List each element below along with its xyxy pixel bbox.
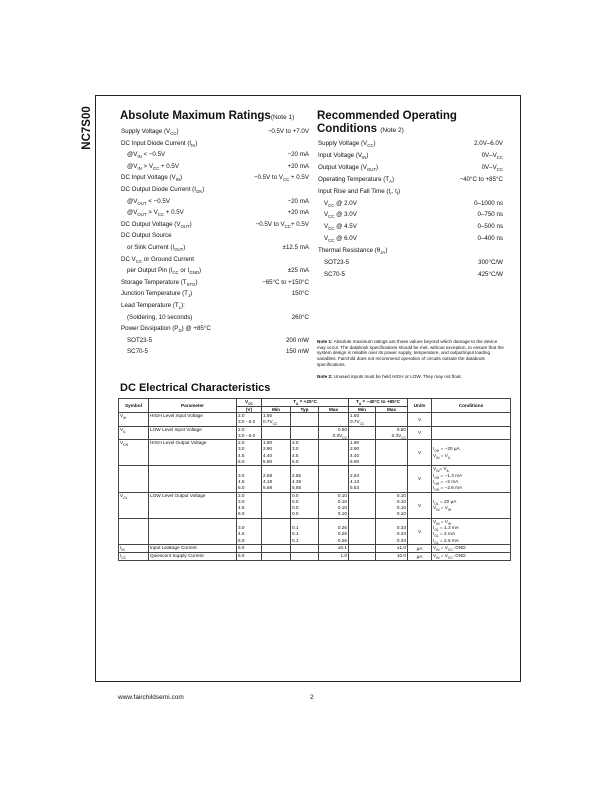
rec-op-row-label: Input Voltage $(V_{IN})$ <box>318 151 369 161</box>
rec-op-row-label: $V_{CC}$ @ 6.0V <box>324 235 357 244</box>
header-max: Max <box>319 406 349 412</box>
rec-op-row-value: $0V-V_{CC}$ <box>481 163 503 173</box>
rec-op-row-value: 0–500 ns <box>477 223 503 231</box>
cell-sym: $I_{CC}$ <box>119 552 149 560</box>
cell-sym: $I_{IN}$ <box>119 544 149 552</box>
table-row <box>119 426 511 440</box>
abs-max-row-label: $@V_{IN} < -0.5V$ <box>127 151 166 160</box>
cell-typ: 2.85 4.35 5.85 <box>291 466 319 492</box>
cell-max2 <box>376 466 408 492</box>
rec-op-row-value: 0–400 ns <box>477 235 503 243</box>
cell-max2: 0.33 0.33 0.33 <box>376 518 408 544</box>
abs-max-row-value: −20 mA <box>287 151 309 159</box>
rec-op-title: Recommended Operating Conditions (Note 2) <box>317 110 457 135</box>
header-units: Units <box>408 399 432 413</box>
cell-units: μA <box>408 544 432 552</box>
cell-sym: $V_{OH}$ <box>119 440 149 466</box>
header-symbol: Symbol <box>119 399 149 413</box>
abs-max-row-label: per Output Pin ($I_{CC}$ or $I_{GND}$) <box>127 267 202 276</box>
cell-param: HIGH Level Input Voltage <box>149 412 237 426</box>
cell-sym: $V_{OL}$ <box>119 492 149 518</box>
cell-typ <box>291 552 319 560</box>
cell-min: 2.68 4.18 5.68 <box>262 466 291 492</box>
cell-max: 0.26 0.26 0.26 <box>319 518 349 544</box>
rec-op-row-value: 2.0V–6.0V <box>474 140 503 147</box>
abs-max-row-value: −0.5V to $V_{CC}+ 0.5V$ <box>255 220 309 230</box>
abs-max-row-label: DC Output Diode Current $(I_{OK})$ <box>121 186 205 195</box>
cell-units: V <box>408 466 432 492</box>
cell-max2: ±1.0 <box>376 544 408 552</box>
dc-title: DC Electrical Characteristics <box>120 382 271 394</box>
rec-op-row-value: $0V-V_{CC}$ <box>481 151 503 161</box>
cell-param <box>149 518 237 544</box>
rec-op-row-value: −40°C to +85°C <box>459 175 503 183</box>
cell-vcc: 2.0 3.0 - 6.0 <box>237 412 262 426</box>
cell-vcc: 3.0 4.5 6.0 <box>237 518 262 544</box>
cell-min <box>262 552 291 560</box>
cell-min <box>262 518 291 544</box>
cell-param: Quiescent Supply Current <box>149 552 237 560</box>
abs-max-row-label: DC Input Diode Current $(I_{IK})$ <box>121 139 198 148</box>
cell-units: V <box>408 492 432 518</box>
cell-cond <box>432 412 511 426</box>
table-row <box>119 492 511 518</box>
cell-min <box>262 492 291 518</box>
cell-typ <box>291 544 319 552</box>
abs-max-row-label: $@V_{IN} > V_{CC} + 0.5V$ <box>127 162 179 172</box>
header-vcc-unit: (V) <box>237 406 262 412</box>
rec-op-row-value: 300°C/W <box>478 259 503 266</box>
table-row <box>119 518 511 544</box>
cell-cond: $I_{OH} = -20$ μA $V_{IN} = V_{IL}$ <box>432 440 511 466</box>
header-min-range: Min <box>349 406 376 412</box>
cell-units: V <box>408 426 432 440</box>
cell-min2 <box>349 544 376 552</box>
cell-sym <box>119 466 149 492</box>
cell-cond: $V_{IN} = V_{CC}$, GND <box>432 552 511 560</box>
cell-typ: 2.0 3.0 4.5 6.0 <box>291 440 319 466</box>
rec-op-row-label: Supply Voltage $(V_{CC})$ <box>318 140 376 149</box>
cell-sym <box>119 518 149 544</box>
header-min: Min <box>262 406 291 412</box>
abs-max-row-label: DC Output Voltage $(V_{OUT})$ <box>121 220 192 230</box>
cell-param: HIGH Level Output Voltage <box>149 440 237 466</box>
cell-max: 1.0 <box>319 552 349 560</box>
cell-min2: 1.50 $0.7V_{CC}$ <box>349 412 376 426</box>
cell-typ: 0.0 0.0 0.0 0.0 <box>291 492 319 518</box>
rec-op-row-label: Thermal Resistance $(\theta_{JA})$ <box>318 247 388 256</box>
cell-min <box>262 426 291 440</box>
abs-max-row-label: $@V_{OUT} > V_{CC} + 0.5V$ <box>127 209 184 218</box>
abs-max-row-label: $@V_{OUT} < -0.5V$ <box>127 197 170 206</box>
cell-vcc: 6.0 <box>237 544 262 552</box>
rec-op-row-label: SC70-5 <box>324 270 345 278</box>
abs-max-row-value: −0.5V to +7.0V <box>267 128 309 135</box>
cell-param: LOW Level Output Voltage <box>149 492 237 518</box>
cell-min2 <box>349 518 376 544</box>
cell-max <box>319 466 349 492</box>
cell-min2: 1.90 2.90 4.40 5.90 <box>349 440 376 466</box>
header-ta-range: $T_A = -40^\circ C$ to +85°C <box>349 399 408 407</box>
cell-max2: 0.10 0.10 0.10 0.10 <box>376 492 408 518</box>
rec-op-row-label: Output Voltage $(V_{OUT})$ <box>318 163 379 173</box>
cell-min2 <box>349 492 376 518</box>
rec-op-row-label: $V_{CC}$ @ 4.5V <box>324 223 357 232</box>
abs-max-row-value: +20 mA <box>287 162 309 170</box>
abs-max-row-label: or Sink Current $(I_{OUT})$ <box>127 244 186 253</box>
cell-param: LOW Level Input Voltage <box>149 426 237 440</box>
cell-max <box>319 412 349 426</box>
note-1: Note 1: Absolute maximum ratings are those values beyond which damage to the device may occur. The databook specifications should be met, without exception, to ensure that the system design is reliable over its power supply, temperature, and output/input loading variables. Fairchild does not recommend operation of circuits outside the databook specifications. <box>317 339 504 367</box>
cell-max: 0.50 $0.3V_{CC}$ <box>319 426 349 440</box>
abs-max-row-value: −0.5V to $V_{CC} + 0.5V$ <box>253 174 309 183</box>
cell-max2 <box>376 412 408 426</box>
cell-units: V <box>408 440 432 466</box>
header-typ: Typ <box>291 406 319 412</box>
cell-param: Input Leakage Current <box>149 544 237 552</box>
abs-max-row-label: Junction Temperature $(T_J)$ <box>121 290 193 299</box>
cell-cond: $I_{OL} = 20$ μA $V_{IN} = V_{IH}$ <box>432 492 511 518</box>
abs-max-row-value: ±12.5 mA <box>282 244 309 251</box>
cell-sym: $V_{IL}$ <box>119 426 149 440</box>
cell-min2 <box>349 552 376 560</box>
header-vcc: $V_{CC}$ <box>237 399 262 407</box>
header-ta-25: $T_A = +25^\circ C$ <box>262 399 349 407</box>
abs-max-row-value: 150 mW <box>285 348 309 356</box>
rec-op-row-value: 425°C/W <box>478 270 503 278</box>
table-row <box>119 412 511 426</box>
cell-vcc: 2.0 3.0 - 6.0 <box>237 426 262 440</box>
cell-vcc: 3.0 4.5 6.0 <box>237 466 262 492</box>
abs-max-row-value: +20 mA <box>287 209 309 217</box>
cell-max: 0.10 0.10 0.10 0.10 <box>319 492 349 518</box>
cell-units: V <box>408 518 432 544</box>
abs-max-row-value: 200 mW <box>285 336 309 344</box>
abs-max-row-label: (Soldering, 10 seconds) <box>127 313 193 321</box>
rec-op-row-label: $V_{CC}$ @ 3.0V <box>324 211 357 220</box>
abs-max-row-label: SC70-5 <box>127 348 148 356</box>
abs-max-row-label: Supply Voltage $(V_{CC})$ <box>121 128 179 137</box>
cell-typ: 0.1 0.1 0.1 <box>291 518 319 544</box>
cell-max <box>319 440 349 466</box>
cell-min: 1.90 2.90 4.40 5.90 <box>262 440 291 466</box>
rec-op-row-label: $V_{CC}$ @ 2.0V <box>324 199 357 208</box>
abs-max-row-value: 260°C <box>291 313 309 321</box>
dc-characteristics-table <box>118 398 511 561</box>
cell-units: μA <box>408 552 432 560</box>
cell-vcc: 2.0 3.0 4.5 6.0 <box>237 440 262 466</box>
cell-cond <box>432 426 511 440</box>
cell-min2: 2.63 4.13 5.63 <box>349 466 376 492</box>
footer-page-number: 2 <box>310 694 314 701</box>
cell-cond: $V_{IN}= V_{IL}$ $I_{OH} = -1.3$ mA $I_{OH} = -2$ mA $I_{OH} = -2.6$ mA <box>432 466 511 492</box>
cell-vcc: 2.0 3.0 4.5 6.0 <box>237 492 262 518</box>
abs-max-row-value: −65°C to +150°C <box>262 278 309 286</box>
abs-max-row-label: DC Output Source <box>121 232 172 240</box>
cell-max2: 10.0 <box>376 552 408 560</box>
cell-typ <box>291 426 319 440</box>
abs-max-title: Absolute Maximum Ratings(Note 1) <box>120 110 295 122</box>
part-number-side-label: NC7S00 <box>81 106 93 150</box>
abs-max-row-value: ±25 mA <box>287 267 309 275</box>
cell-typ <box>291 412 319 426</box>
abs-max-row-value: −20 mA <box>287 197 309 205</box>
cell-max: ±0.1 <box>319 544 349 552</box>
note-2: Note 2: Unused inputs must be held HIGH or LOW. They may not float. <box>317 374 462 379</box>
cell-cond: $V_{IN} = V_{IH}$ $I_{OL} = 1.3$ mA $I_{OL} = 2$ mA $I_{OL} = 2.6$ mA <box>432 518 511 544</box>
cell-units: V <box>408 412 432 426</box>
cell-min2 <box>349 426 376 440</box>
cell-max2 <box>376 440 408 466</box>
footer-url: www.fairchildsemi.com <box>118 694 184 701</box>
cell-max2: 0.50 $0.3V_{CC}$ <box>376 426 408 440</box>
table-row <box>119 466 511 492</box>
cell-min: 1.50 $0.7V_{CC}$ <box>262 412 291 426</box>
table-row <box>119 552 511 560</box>
abs-max-row-label: Storage Temperature $(T_{STG})$ <box>121 278 198 288</box>
abs-max-row-label: SOT23-5 <box>127 336 153 344</box>
header-parameter: Parameter <box>149 399 237 413</box>
abs-max-row-label: Lead Temperature $(T_L)$: <box>121 302 185 311</box>
header-max-range: Max <box>376 406 408 412</box>
rec-op-row-label: Input Rise and Fall Time ($t_r$, $t_f$) <box>318 187 401 196</box>
cell-min <box>262 544 291 552</box>
table-row <box>119 440 511 466</box>
table-row <box>119 544 511 552</box>
header-conditions: Conditions <box>432 399 511 413</box>
rec-op-row-label: SOT23-5 <box>324 259 350 266</box>
cell-vcc: 6.0 <box>237 552 262 560</box>
cell-param <box>149 466 237 492</box>
rec-op-row-value: 0–1000 ns <box>474 199 503 207</box>
abs-max-row-label: DC Input Voltage $(V_{IN})$ <box>121 174 183 183</box>
abs-max-row-label: Power Dissipation $(P_D)$ @ +85°C <box>121 325 211 334</box>
cell-sym: $V_{IH}$ <box>119 412 149 426</box>
rec-op-row-value: 0–750 ns <box>477 211 503 219</box>
abs-max-row-label: DC $V_{CC}$ or Ground Current <box>121 255 194 264</box>
rec-op-row-label: Operating Temperature $(T_A)$ <box>318 175 395 184</box>
cell-cond: $V_{IN} = V_{CC}$, GND <box>432 544 511 552</box>
abs-max-row-value: 150°C <box>291 290 309 298</box>
